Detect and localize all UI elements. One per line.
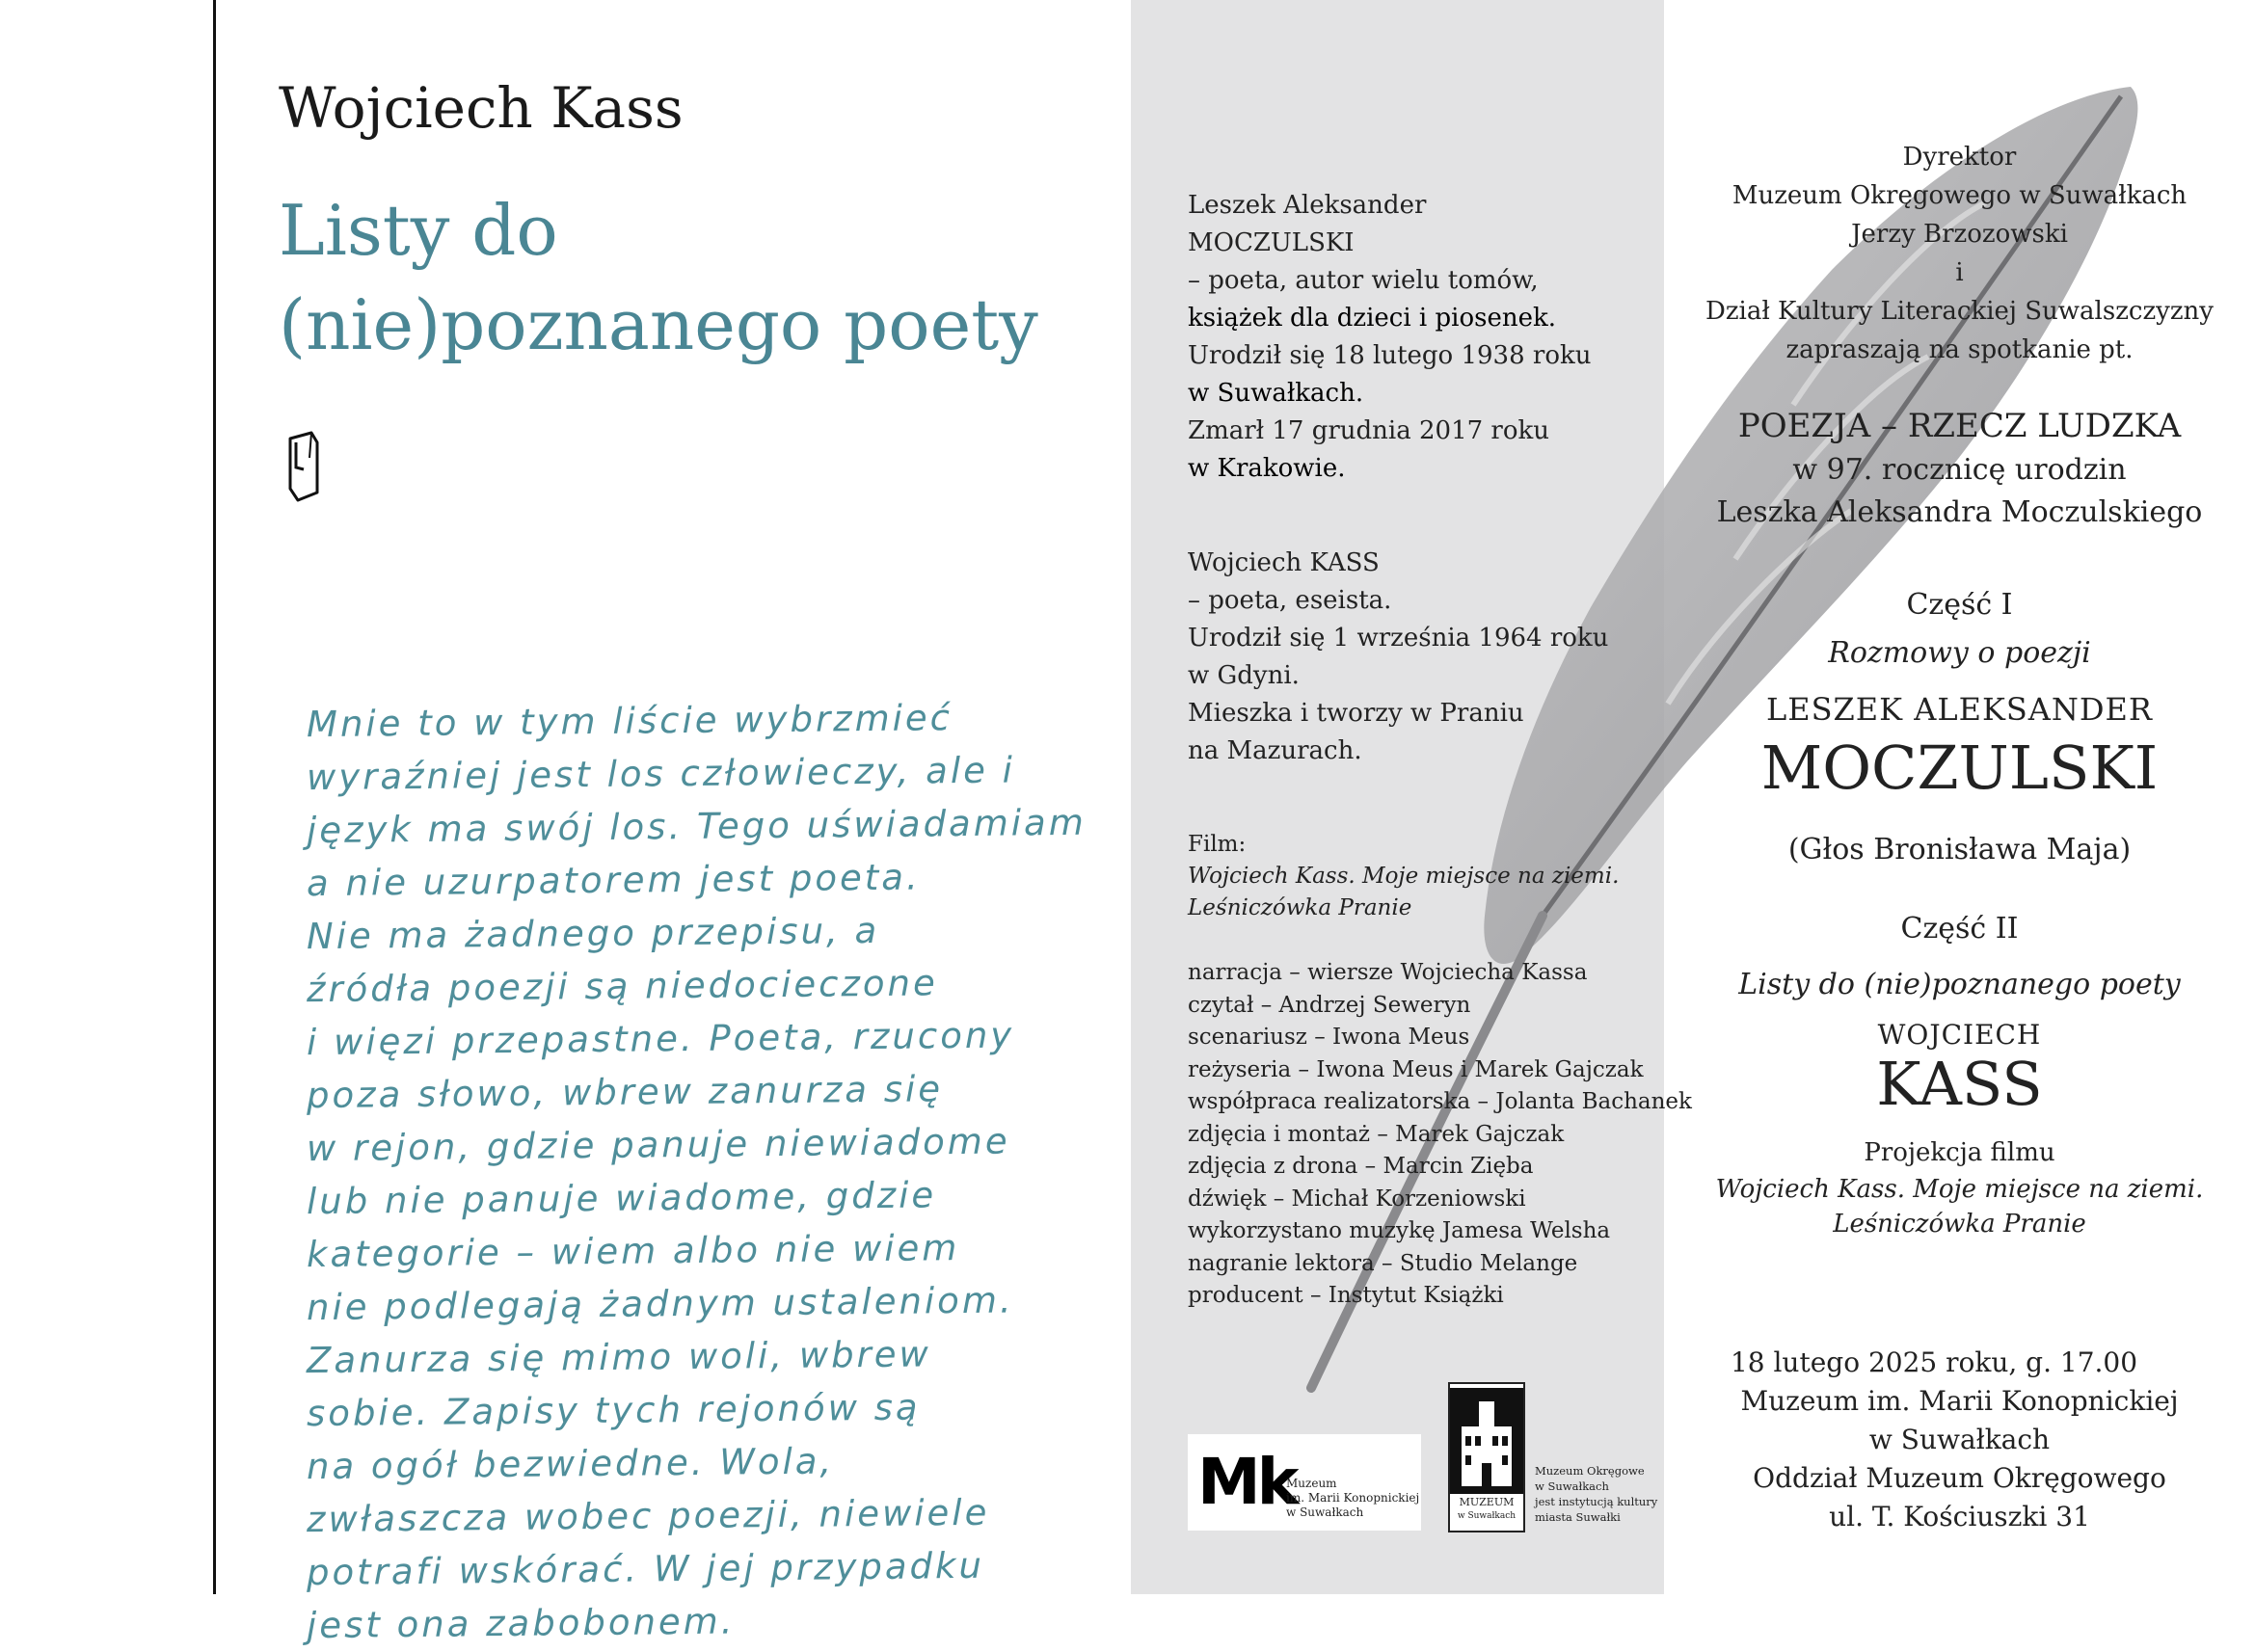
logo-mk-mark: Mk — [1197, 1445, 1296, 1519]
event-venue — [1664, 1382, 2255, 1536]
venue-line: Oddział Muzeum Okręgowego — [1753, 1462, 2166, 1494]
spine-line — [213, 0, 216, 1594]
invite-line: zapraszają na spotkanie pt. — [1785, 335, 2134, 364]
event-subtitle: w 97. rocznicę urodzin Leszka Aleksandra Moczulskiego — [1716, 453, 2203, 529]
bio-line: Urodził się 18 lutego 1938 roku — [1188, 341, 1592, 370]
credit-line: scenariusz – Iwona Meus — [1188, 1025, 1470, 1050]
handwriting-line: sobie. Zapisy tych rejonów są — [306, 1386, 921, 1435]
handwriting-line: poza słowo, wbrew zanurza się — [306, 1068, 944, 1117]
bio-line: MOCZULSKI — [1188, 228, 1355, 257]
handwriting-line: źródła poezji są niedocieczone — [306, 962, 938, 1011]
handwriting-line: Nie ma żadnego przepisu, a — [306, 909, 880, 958]
event-date: 18 lutego 2025 roku, g. 17.00 — [1730, 1346, 2138, 1378]
credit-line: czytał – Andrzej Seweryn — [1188, 992, 1471, 1018]
handwritten-letter — [306, 694, 1087, 1648]
film-title: Leśniczówka Pranie — [1188, 895, 1412, 920]
invite-line: Jerzy Brzozowski — [1851, 220, 2068, 249]
konopnicka-museum-logo — [1188, 1434, 1421, 1531]
bio-line: książek dla dzieci i piosenek. — [1188, 304, 1557, 333]
invite-line: Dyrektor — [1902, 143, 2017, 172]
projection-title: Wojciech Kass. Moje miejsce na ziemi. Leśniczówka Pranie — [1715, 1175, 2204, 1239]
bio-line: – poeta, eseista. — [1188, 586, 1392, 615]
museum-note: Muzeum Okręgowe w Suwałkach jest instytucją kultury miasta Suwałki — [1535, 1464, 1658, 1524]
handwriting-line: kategorie – wiem albo nie wiem — [306, 1227, 960, 1276]
handwriting-line: język ma swój los. Tego uświadamiam — [306, 801, 1087, 852]
publisher-logo-icon — [282, 429, 325, 504]
credit-line: zdjęcia z drona – Marcin Zięba — [1188, 1154, 1534, 1179]
author-first-name: WOJCIECH — [1877, 1019, 2042, 1051]
film-title: Wojciech Kass. Moje miejsce na ziemi. — [1188, 864, 1620, 889]
author-name: Wojciech Kass — [279, 75, 684, 141]
handwriting-line: a nie uzurpatorem jest poeta. — [306, 856, 921, 905]
book-title-line: Listy do — [279, 190, 558, 271]
film-info — [1188, 829, 1619, 924]
museum-building-icon — [1450, 1388, 1523, 1494]
handwriting-line: zwłaszcza wobec poezji, niewiele — [306, 1491, 990, 1541]
venue-line: ul. T. Kościuszki 31 — [1829, 1501, 2090, 1532]
handwriting-line: nie podlegają żadnym ustaleniom. — [306, 1279, 1014, 1329]
bio-kass — [1188, 545, 1608, 770]
credit-line: producent – Instytut Książki — [1188, 1283, 1504, 1308]
bio-line: na Mazurach. — [1188, 736, 1362, 765]
venue-line: Muzeum im. Marii Konopnickiej — [1740, 1385, 2179, 1417]
logo-muz-label: MUZEUM w Suwałkach — [1457, 1496, 1517, 1521]
handwriting-line: lub nie panuje wiadome, gdzie — [306, 1174, 937, 1223]
bio-moczulski — [1188, 187, 1591, 488]
part-two-label: Część II — [1900, 912, 2019, 946]
event-title: POEZJA – RZECZ LUDZKA — [1737, 407, 2182, 445]
logo-mk-text: Muzeum im. Marii Konopnickiej w Suwałkach — [1286, 1477, 1420, 1519]
bio-line: Urodził się 1 września 1964 roku — [1188, 624, 1609, 653]
handwriting-line: jest ona zabobonem. — [306, 1600, 736, 1647]
bio-line: Zmarł 17 grudnia 2017 roku — [1188, 416, 1549, 445]
invite-line: i — [1955, 258, 1964, 287]
handwriting-line: na ogół bezwiedne. Wola, — [306, 1440, 835, 1488]
handwriting-line: i więzi przepastne. Poeta, rzucony — [306, 1014, 1015, 1064]
part-one-label: Część I — [1906, 588, 2013, 622]
bio-line: Leszek Aleksander — [1188, 191, 1427, 220]
invitation-text — [1664, 138, 2255, 369]
film-credits — [1188, 957, 1692, 1313]
bio-line: w Suwałkach. — [1188, 379, 1364, 408]
credit-line: współpraca realizatorska – Jolanta Bachanek — [1188, 1089, 1692, 1114]
handwriting-line: Zanurza się mimo woli, wbrew — [306, 1333, 932, 1382]
part-one-title: Rozmowy o poezji — [1828, 636, 2091, 670]
credit-line: narracja – wiersze Wojciecha Kassa — [1188, 960, 1588, 985]
credit-line: reżyseria – Iwona Meus i Marek Gajczak — [1188, 1056, 1644, 1082]
bio-line: w Krakowie. — [1188, 454, 1346, 483]
voice-credit: (Głos Bronisława Maja) — [1787, 833, 2132, 866]
book-title — [279, 183, 1038, 372]
speaker-first-name: LESZEK ALEKSANDER — [1766, 691, 2153, 728]
bio-line: Wojciech KASS — [1188, 548, 1380, 577]
invite-line: Dział Kultury Literackiej Suwalszczyzny — [1705, 297, 2214, 326]
bio-line: Mieszka i tworzy w Praniu — [1188, 699, 1524, 728]
handwriting-line: wyraźniej jest los człowieczy, ale i — [306, 749, 1016, 799]
bio-line: w Gdyni. — [1188, 661, 1300, 690]
invite-line: Muzeum Okręgowego w Suwałkach — [1732, 181, 2188, 210]
film-label: Film: — [1188, 832, 1247, 857]
credit-line: zdjęcia i montaż – Marek Gajczak — [1188, 1121, 1565, 1147]
bio-line: – poeta, autor wielu tomów, — [1188, 266, 1539, 295]
projection-label: Projekcja filmu — [1864, 1138, 2055, 1167]
credit-line: nagranie lektora – Studio Melange — [1188, 1250, 1578, 1276]
handwriting-line: w rejon, gdzie panuje niewiadome — [306, 1120, 1010, 1170]
speaker-last-name: MOCZULSKI — [1760, 733, 2159, 803]
part-two-title: Listy do (nie)poznanego poety — [1738, 968, 2181, 1001]
handwriting-line: Mnie to w tym liście wybrzmieć — [306, 697, 953, 746]
credit-line: wykorzystano muzykę Jamesa Welsha — [1188, 1218, 1611, 1243]
book-title-line: (nie)poznanego poety — [279, 284, 1038, 365]
author-last-name: KASS — [1876, 1049, 2043, 1119]
handwriting-line: potrafi wskórać. W jej przypadku — [306, 1544, 985, 1594]
credit-line: dźwięk – Michał Korzeniowski — [1188, 1186, 1526, 1212]
regional-museum-logo — [1448, 1382, 1525, 1532]
venue-line: w Suwałkach — [1868, 1424, 2051, 1455]
